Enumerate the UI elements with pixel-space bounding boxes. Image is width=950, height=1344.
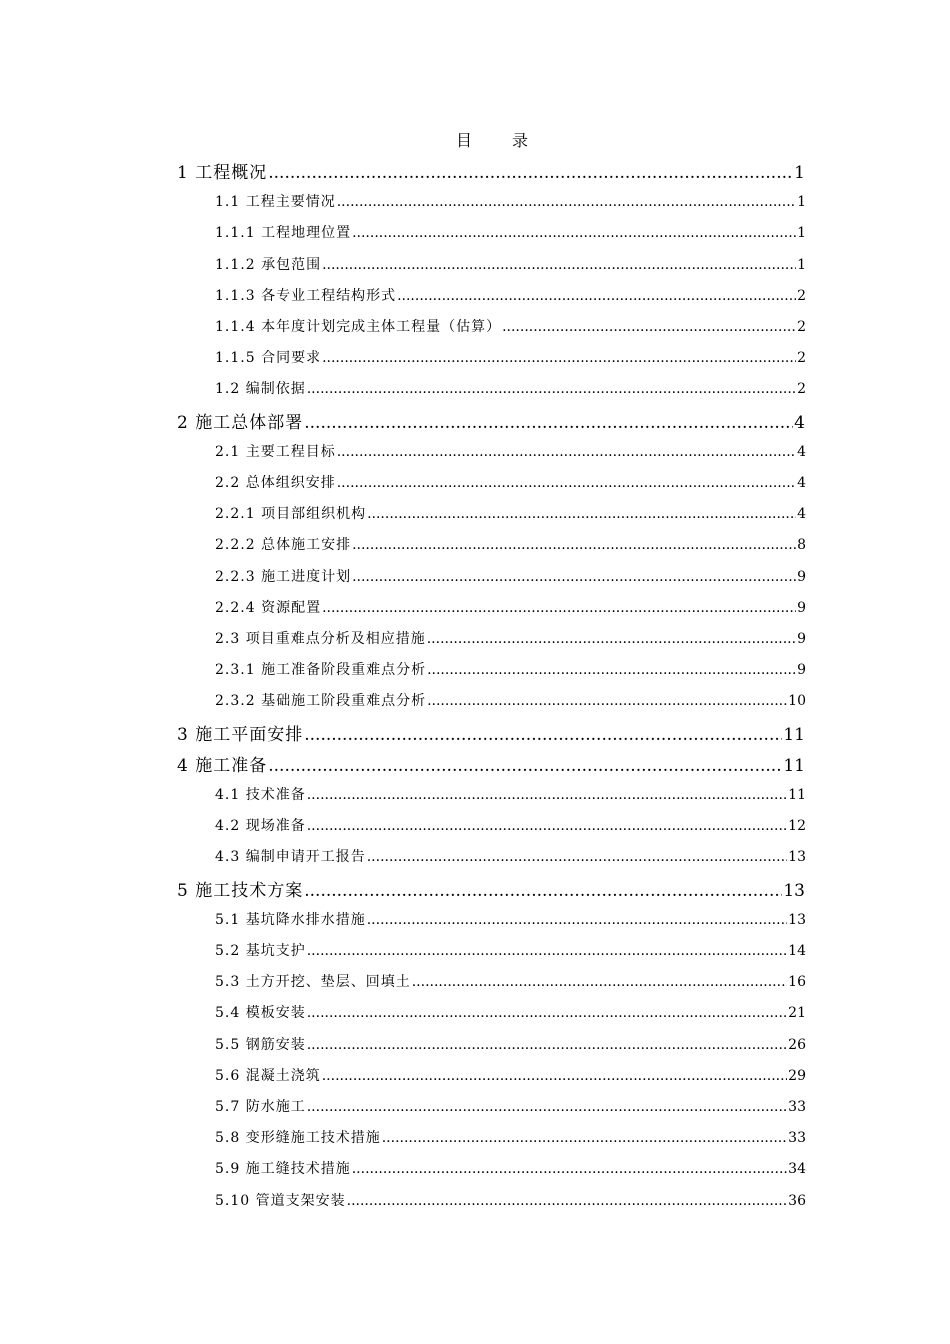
toc-entry[interactable]	[215, 628, 806, 648]
toc-entry-page-number: 34	[788, 1161, 806, 1178]
toc-dot-leader	[337, 444, 796, 460]
toc-entry[interactable]	[215, 222, 806, 242]
toc-entry[interactable]	[215, 1096, 806, 1116]
toc-entry-label: 2.1 主要工程目标	[215, 443, 336, 460]
toc-entry-page-number: 4	[797, 443, 806, 460]
toc-entry-label: 2.2.1 项目部组织机构	[215, 506, 367, 523]
toc-entry-label: 2.3.2 基础施工阶段重难点分析	[215, 693, 427, 710]
toc-entry-label: 1.2 编制依据	[215, 381, 306, 398]
toc-entry[interactable]	[215, 1034, 806, 1054]
toc-entry-label: 5.3 土方开挖、垫层、回填土	[215, 974, 411, 991]
toc-dot-leader	[307, 943, 787, 959]
toc-entry[interactable]	[177, 751, 805, 776]
toc-dot-leader	[352, 1161, 787, 1177]
toc-entry-label: 4.2 现场准备	[215, 818, 306, 835]
toc-dot-leader	[427, 662, 796, 678]
toc-entry-label: 2.3.1 施工准备阶段重难点分析	[215, 662, 427, 679]
toc-dot-leader	[412, 974, 787, 990]
toc-entry[interactable]	[215, 503, 806, 523]
toc-entry[interactable]	[215, 971, 806, 991]
toc-entry-page-number: 11	[783, 755, 805, 776]
toc-entry-label: 5.7 防水施工	[215, 1099, 306, 1115]
toc-entry[interactable]	[215, 285, 806, 305]
toc-entry-page-number: 2	[797, 381, 806, 398]
toc-entry-label: 1.1 工程主要情况	[215, 194, 336, 211]
toc-entry[interactable]	[215, 909, 806, 929]
toc-entry-page-number: 2	[797, 350, 806, 367]
toc-dot-leader	[322, 350, 796, 366]
toc-title: 目录	[455, 131, 568, 150]
toc-entry-label: 2.3 项目重难点分析及相应措施	[215, 631, 426, 647]
toc-dot-leader	[382, 1130, 787, 1146]
toc-entry[interactable]	[215, 846, 806, 866]
toc-dot-leader	[397, 288, 796, 304]
toc-entry[interactable]	[215, 254, 806, 274]
toc-entry-label: 4.3 编制申请开工报告	[215, 849, 366, 866]
toc-dot-leader	[352, 225, 796, 241]
toc-entry-page-number: 13	[788, 849, 806, 866]
toc-entry[interactable]	[215, 378, 806, 398]
toc-entry-label: 5.8 变形缝施工技术措施	[215, 1130, 381, 1147]
toc-dot-leader	[352, 569, 796, 585]
toc-entry-label: 5.2 基坑支护	[215, 943, 306, 959]
toc-entry[interactable]	[215, 1158, 806, 1178]
toc-dot-leader	[367, 912, 787, 928]
toc-entry-label: 5.1 基坑降水排水措施	[215, 911, 366, 928]
toc-entry-label: 2.2.4 资源配置	[215, 599, 322, 616]
toc-dot-leader	[268, 163, 793, 183]
toc-entry[interactable]	[215, 316, 806, 336]
toc-entry-page-number: 11	[788, 787, 806, 803]
toc-entry-page-number: 10	[788, 693, 806, 710]
toc-entry[interactable]	[215, 1190, 806, 1210]
toc-dot-leader	[307, 787, 787, 803]
toc-entry-label: 4.1 技术准备	[215, 787, 306, 803]
toc-entry[interactable]	[215, 1065, 806, 1085]
toc-dot-leader	[322, 1068, 787, 1084]
toc-entry-label: 1.1.1 工程地理位置	[215, 225, 352, 242]
toc-dot-leader	[307, 1005, 787, 1021]
toc-dot-leader	[352, 537, 796, 553]
toc-entry[interactable]	[177, 720, 805, 745]
toc-entry-label: 1 工程概况	[177, 163, 268, 183]
toc-entry-label: 1.1.3 各专业工程结构形式	[215, 287, 397, 304]
toc-entry-page-number: 2	[797, 287, 806, 304]
toc-entry-label: 5 施工技术方案	[177, 880, 304, 901]
toc-entry-page-number: 13	[783, 880, 805, 901]
toc-entry-page-number: 9	[797, 568, 806, 585]
toc-entry-page-number: 1	[797, 256, 806, 273]
toc-dot-leader	[304, 881, 782, 901]
toc-dot-leader	[502, 319, 796, 335]
toc-entry-page-number: 36	[788, 1192, 806, 1209]
toc-entry-page-number: 4	[797, 506, 806, 523]
toc-entry-label: 2 施工总体部署	[177, 412, 304, 433]
toc-entry-page-number: 21	[788, 1005, 806, 1022]
toc-entry[interactable]	[215, 815, 806, 835]
toc-entry[interactable]	[177, 408, 805, 433]
toc-entry-page-number: 1	[794, 163, 805, 183]
toc-entry[interactable]	[215, 1127, 806, 1147]
toc-dot-leader	[307, 1037, 787, 1053]
toc-entry-label: 3 施工平面安排	[177, 724, 304, 745]
toc-dot-leader	[337, 194, 796, 210]
toc-entry-page-number: 12	[788, 818, 806, 835]
toc-entry-page-number: 14	[788, 943, 806, 959]
toc-entry-label: 4 施工准备	[177, 755, 268, 776]
toc-entry-page-number: 4	[794, 412, 805, 433]
toc-entry[interactable]	[215, 1002, 806, 1022]
toc-entry-label: 2.2.2 总体施工安排	[215, 537, 352, 554]
toc-entry[interactable]	[215, 534, 806, 554]
toc-entry-page-number: 29	[788, 1067, 806, 1084]
toc-entry-page-number: 9	[797, 662, 806, 679]
toc-dot-leader	[367, 506, 796, 522]
toc-dot-leader	[322, 600, 796, 616]
toc-entry[interactable]	[215, 441, 806, 461]
toc-entry-page-number: 9	[797, 631, 806, 647]
toc-entry-page-number: 11	[783, 724, 805, 745]
toc-dot-leader	[268, 756, 782, 776]
toc-entry-page-number: 33	[788, 1130, 806, 1147]
toc-entry[interactable]	[215, 940, 806, 960]
toc-dot-leader	[307, 818, 787, 834]
toc-entry[interactable]	[215, 191, 806, 211]
toc-dot-leader	[307, 381, 796, 397]
toc-entry[interactable]	[215, 566, 806, 586]
toc-dot-leader	[427, 693, 787, 709]
toc-entry-label: 5.10 管道支架安装	[215, 1192, 346, 1209]
toc-entry-page-number: 16	[788, 974, 806, 991]
toc-entry-page-number: 1	[797, 194, 806, 211]
toc-entry[interactable]	[215, 659, 806, 679]
toc-dot-leader	[322, 257, 796, 273]
toc-entry-page-number: 13	[788, 911, 806, 928]
toc-entry-page-number: 8	[797, 537, 806, 554]
toc-dot-leader	[347, 1193, 788, 1209]
toc-dot-leader	[307, 1099, 787, 1115]
toc-entry-label: 2.2 总体组织安排	[215, 475, 336, 491]
toc-entry-page-number: 26	[788, 1036, 806, 1053]
toc-entry-label: 5.6 混凝土浇筑	[215, 1067, 321, 1084]
toc-entry[interactable]	[215, 597, 806, 617]
toc-entry-label: 5.5 钢筋安装	[215, 1036, 306, 1053]
toc-entry[interactable]	[177, 876, 805, 901]
toc-dot-leader	[304, 413, 793, 433]
toc-entry-page-number: 4	[797, 475, 806, 491]
toc-entry[interactable]	[177, 158, 805, 183]
toc-dot-leader	[427, 631, 796, 647]
toc-dot-leader	[367, 849, 787, 865]
toc-entry[interactable]	[215, 472, 806, 492]
toc-entry-page-number: 9	[797, 599, 806, 616]
toc-entry-label: 5.9 施工缝技术措施	[215, 1161, 351, 1178]
toc-dot-leader	[304, 725, 782, 745]
toc-entry-page-number: 33	[788, 1099, 806, 1115]
toc-entry-label: 1.1.5 合同要求	[215, 350, 322, 367]
toc-dot-leader	[337, 475, 796, 491]
toc-entry-page-number: 2	[797, 319, 806, 335]
toc-entry-label: 1.1.4 本年度计划完成主体工程量（估算）	[215, 319, 502, 335]
toc-entry-label: 5.4 模板安装	[215, 1005, 306, 1022]
toc-entry-page-number: 1	[797, 225, 806, 242]
toc-entry[interactable]	[215, 784, 806, 804]
toc-entry[interactable]	[215, 690, 806, 710]
toc-entry[interactable]	[215, 347, 806, 367]
toc-entry-label: 2.2.3 施工进度计划	[215, 568, 352, 585]
toc-entry-label: 1.1.2 承包范围	[215, 256, 322, 273]
